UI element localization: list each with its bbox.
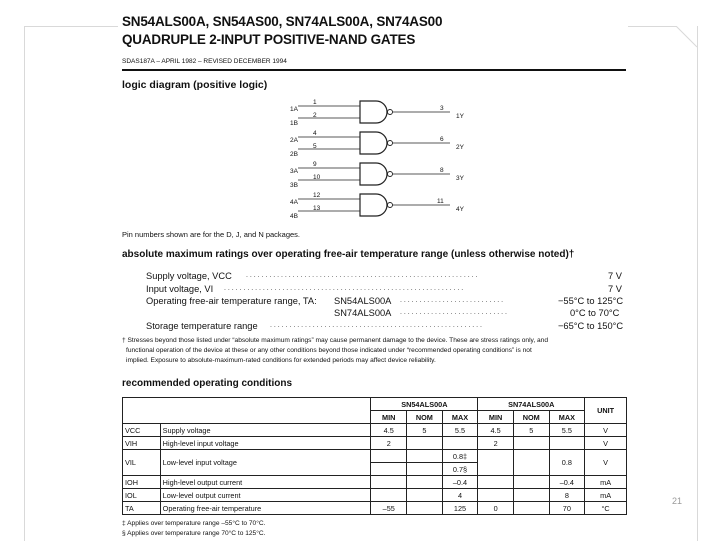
row-min-1: 2 <box>371 437 407 450</box>
row-min-2: 2 <box>478 437 514 450</box>
row-max-2: 0.8 <box>549 450 585 476</box>
rating-supply-label: Supply voltage, VCC <box>146 271 232 281</box>
row-max-1: –0.4 <box>442 476 478 489</box>
row-unit: mA <box>585 489 627 502</box>
table-header-row <box>123 398 627 411</box>
datasheet-page <box>118 0 628 540</box>
row-description: High-level output current <box>160 476 371 489</box>
row-min-2 <box>478 450 514 476</box>
row-description: Low-level input voltage <box>160 450 371 476</box>
row-symbol: IOL <box>123 489 161 502</box>
table-footnote-a: ‡ Applies over temperature range –55°C to 70°C. <box>122 520 266 527</box>
nand-gate-1 <box>298 101 450 123</box>
row-max-1: 125 <box>442 502 478 515</box>
table-row <box>123 502 627 515</box>
row-nom-2: 5 <box>513 424 549 437</box>
row-max-2 <box>549 437 585 450</box>
table-row <box>123 489 627 502</box>
row-symbol: IOH <box>123 476 161 489</box>
title-line-1: SN54ALS00A, SN54AS00, SN74ALS00A, SN74AS00 <box>122 14 443 29</box>
col-min-2: MIN <box>478 411 514 424</box>
row-max-1: 5.5 <box>442 424 478 437</box>
rating-input-value: 7 V <box>608 284 622 294</box>
row-symbol: VCC <box>123 424 161 437</box>
row-unit: mA <box>585 476 627 489</box>
nand-gate-3 <box>298 163 450 185</box>
gate4-input-b: 4B <box>290 213 298 220</box>
table-row <box>123 450 627 463</box>
rating-supply-dots: . . . . . . . . . . . . . . . . . . . . . . . . . . . . . . . . . . . . . . . . . . . . . . . . . . . . . . . . . . . . <box>246 272 478 279</box>
table-row <box>123 424 627 437</box>
document-number: SDAS187A – APRIL 1982 – REVISED DECEMBER 1994 <box>122 58 287 65</box>
col-max-1: MAX <box>442 411 478 424</box>
rating-supply-value: 7 V <box>608 271 622 281</box>
row-max-2: –0.4 <box>549 476 585 489</box>
row-nom-2 <box>513 437 549 450</box>
row-unit: V <box>585 437 627 450</box>
row-min-1 <box>371 463 407 476</box>
gate2-input-b: 2B <box>290 151 298 158</box>
row-description: Supply voltage <box>160 424 371 437</box>
col-group-sn54: SN54ALS00A <box>371 398 478 411</box>
gate2-pin-a: 4 <box>313 130 317 137</box>
col-min-1: MIN <box>371 411 407 424</box>
rating-storage-dots: . . . . . . . . . . . . . . . . . . . . . . . . . . . . . . . . . . . . . . . . . . . . . . . . . . . . . . . <box>270 322 482 329</box>
table-header-blank <box>123 398 371 424</box>
row-symbol: TA <box>123 502 161 515</box>
rating-input-label: Input voltage, VI <box>146 284 214 294</box>
ratings-footnote-1: † Stresses beyond those listed under “absolute maximum ratings” may cause permanent damage to the device. These are stress ratings only, and <box>122 337 549 344</box>
rating-storage-label: Storage temperature range <box>146 321 258 331</box>
row-description: High-level input voltage <box>160 437 371 450</box>
rating-temp-device-74: SN74ALS00A <box>334 308 392 318</box>
rating-temp-device-54: SN54ALS00A <box>334 296 392 306</box>
row-unit: °C <box>585 502 627 515</box>
row-min-1: 4.5 <box>371 424 407 437</box>
row-max-2: 70 <box>549 502 585 515</box>
row-max-2: 8 <box>549 489 585 502</box>
gate2-input-a: 2A <box>290 137 298 144</box>
row-max-2: 5.5 <box>549 424 585 437</box>
gate4-pin-b: 13 <box>313 205 321 212</box>
row-nom-1 <box>407 489 443 502</box>
gate1-pin-b: 2 <box>313 112 317 119</box>
ratings-heading: absolute maximum ratings over operating free-air temperature range (unless otherwise noted)† <box>122 249 575 260</box>
gate2-out-pin: 6 <box>440 136 444 143</box>
row-min-1 <box>371 476 407 489</box>
gate1-out-pin: 3 <box>440 105 444 112</box>
row-min-2: 0 <box>478 502 514 515</box>
gate1-pin-a: 1 <box>313 99 317 106</box>
col-nom-2: NOM <box>513 411 549 424</box>
row-nom-2 <box>513 450 549 476</box>
rating-temp-dots-74: . . . . . . . . . . . . . . . . . . . . . . . . . . . . <box>400 309 507 316</box>
logic-diagram <box>278 95 478 225</box>
pin-note: Pin numbers shown are for the D, J, and N packages. <box>122 230 301 239</box>
row-nom-1 <box>407 450 443 463</box>
col-group-sn74: SN74ALS00A <box>478 398 585 411</box>
gate3-pin-a: 9 <box>313 161 317 168</box>
nand-gate-4 <box>298 194 450 216</box>
row-min-2 <box>478 489 514 502</box>
col-unit: UNIT <box>585 398 627 424</box>
row-unit: V <box>585 424 627 437</box>
gate4-pin-a: 12 <box>313 192 321 199</box>
nand-gate-2 <box>298 132 450 154</box>
ratings-footnote-3: implied. Exposure to absolute-maximum-rated conditions for extended periods may affect device reliability. <box>126 357 436 364</box>
row-nom-2 <box>513 476 549 489</box>
title-line-2: QUADRUPLE 2-INPUT POSITIVE-NAND GATES <box>122 32 416 47</box>
row-max-1a: 0.8‡ <box>442 450 478 463</box>
gate3-output: 3Y <box>456 175 464 182</box>
gate3-input-b: 3B <box>290 182 298 189</box>
row-description: Operating free-air temperature <box>160 502 371 515</box>
logic-diagram-heading: logic diagram (positive logic) <box>122 79 268 91</box>
ratings-footnote-2: functional operation of the device at these or any other conditions beyond those indicated under “recommended operating conditions” is not <box>126 347 532 354</box>
row-nom-1: 5 <box>407 424 443 437</box>
row-min-2 <box>478 476 514 489</box>
table-row <box>123 437 627 450</box>
page-number: 21 <box>672 496 683 506</box>
gate3-pin-b: 10 <box>313 174 321 181</box>
rating-input-dots: . . . . . . . . . . . . . . . . . . . . . . . . . . . . . . . . . . . . . . . . . . . . . . . . . . . . . . . . . . . . . . <box>224 285 464 292</box>
row-min-1 <box>371 450 407 463</box>
gate1-output: 1Y <box>456 113 464 120</box>
rating-temp-value-74: 0°C to 70°C <box>570 308 620 318</box>
gate1-input-a: 1A <box>290 106 298 113</box>
gate3-input-a: 3A <box>290 168 298 175</box>
recommended-heading: recommended operating conditions <box>122 378 293 389</box>
row-unit: V <box>585 450 627 476</box>
row-symbol: VIL <box>123 450 161 476</box>
row-nom-2 <box>513 502 549 515</box>
row-min-2: 4.5 <box>478 424 514 437</box>
rating-temp-dots-54: . . . . . . . . . . . . . . . . . . . . . . . . . . . <box>400 297 504 304</box>
gate1-input-b: 1B <box>290 120 298 127</box>
col-nom-1: NOM <box>407 411 443 424</box>
row-nom-2 <box>513 489 549 502</box>
gate4-input-a: 4A <box>290 199 298 206</box>
table-footnote-b: § Applies over temperature range 70°C to 125°C. <box>122 530 266 537</box>
gate4-out-pin: 11 <box>437 198 444 205</box>
row-max-1: 4 <box>442 489 478 502</box>
col-max-2: MAX <box>549 411 585 424</box>
row-nom-1 <box>407 502 443 515</box>
gate2-pin-b: 5 <box>313 143 317 150</box>
frame-corner <box>676 26 698 48</box>
table-row <box>123 476 627 489</box>
row-min-1 <box>371 489 407 502</box>
recommended-conditions-table <box>122 397 627 515</box>
row-max-1b: 0.7§ <box>442 463 478 476</box>
row-symbol: VIH <box>123 437 161 450</box>
rating-temp-value-54: −55°C to 125°C <box>558 296 624 306</box>
gate2-output: 2Y <box>456 144 464 151</box>
row-description: Low-level output current <box>160 489 371 502</box>
row-min-1: –55 <box>371 502 407 515</box>
header-rule <box>122 69 626 71</box>
gate3-out-pin: 8 <box>440 167 444 174</box>
row-nom-1 <box>407 463 443 476</box>
row-nom-1 <box>407 437 443 450</box>
gate4-output: 4Y <box>456 206 464 213</box>
row-max-1 <box>442 437 478 450</box>
rating-temp-label: Operating free-air temperature range, TA: <box>146 296 317 306</box>
rating-storage-value: −65°C to 150°C <box>558 321 624 331</box>
row-nom-1 <box>407 476 443 489</box>
